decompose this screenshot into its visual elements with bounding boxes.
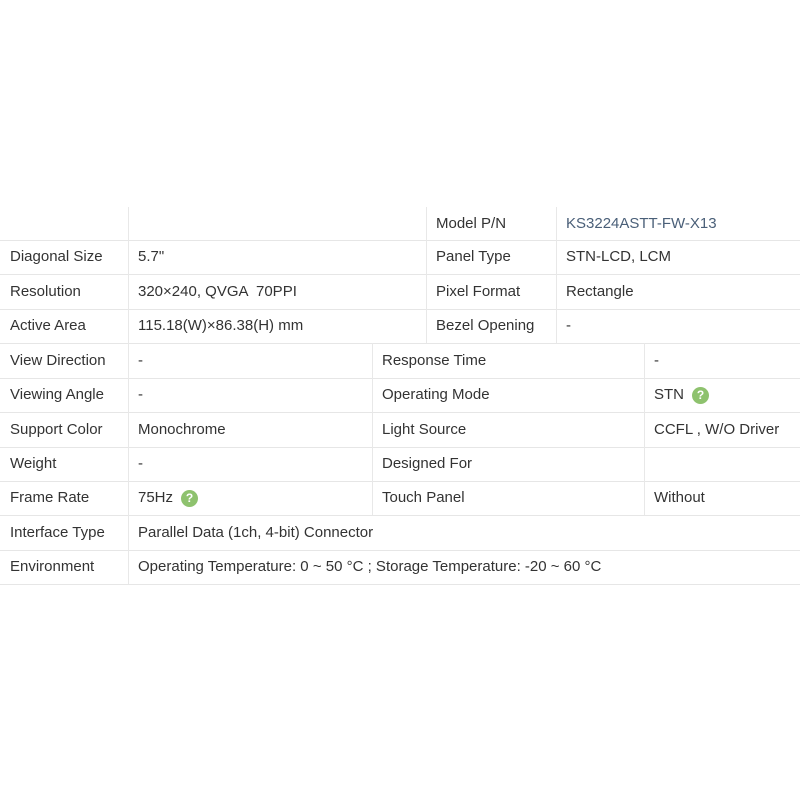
response-time-label: Response Time <box>382 351 487 369</box>
pixel-format-label: Pixel Format <box>436 282 521 300</box>
interface-type-label: Interface Type <box>10 523 105 541</box>
weight-label: Weight <box>10 455 57 472</box>
weight-value: - <box>138 455 143 472</box>
operating-mode-label: Operating Mode <box>382 386 490 403</box>
operating-mode-cell <box>644 378 800 412</box>
model-pn-label: Model P/N <box>436 214 507 232</box>
spec-table <box>0 207 800 587</box>
bezel-opening-value: - <box>566 317 571 334</box>
support-color-label: Support Color <box>10 420 103 438</box>
support-color-value: Monochrome <box>138 420 226 438</box>
model-pn-value: KS3224ASTT-FW-X13 <box>566 214 717 232</box>
frame-rate-value: 75Hz <box>138 489 174 506</box>
viewing-angle-label: Viewing Angle <box>10 386 104 403</box>
interface-type-value: Parallel Data (1ch, 4-bit) Connector <box>138 523 374 541</box>
light-source-value: CCFL , W/O Driver <box>654 420 780 438</box>
view-direction-label: View Direction <box>10 351 106 369</box>
touch-panel-value: Without <box>654 489 705 506</box>
light-source-label: Light Source <box>382 420 467 438</box>
diagonal-size-value: 5.7" <box>138 248 165 265</box>
row-divider <box>0 584 800 585</box>
resolution-value: 320×240, QVGA 70PPI <box>138 282 297 300</box>
environment-label: Environment <box>10 558 95 575</box>
pixel-format-value: Rectangle <box>566 282 634 300</box>
touch-panel-label: Touch Panel <box>382 489 465 506</box>
panel-type-label: Panel Type <box>436 248 511 265</box>
frame-rate-label: Frame Rate <box>10 489 90 506</box>
question-icon[interactable]: ? <box>692 387 709 404</box>
viewing-angle-value: - <box>138 386 143 403</box>
environment-value: Operating Temperature: 0 ~ 50 °C ; Storage Temperature: -20 ~ 60 °C <box>138 558 602 575</box>
frame-rate-cell <box>128 481 372 515</box>
spec-label <box>0 207 128 240</box>
view-direction-value: - <box>138 351 143 369</box>
designed-for-value <box>644 447 800 481</box>
designed-for-label: Designed For <box>382 455 473 472</box>
spec-value <box>128 207 426 240</box>
question-icon[interactable]: ? <box>181 490 198 507</box>
operating-mode-value: STN <box>654 386 684 403</box>
diagonal-size-label: Diagonal Size <box>10 248 103 265</box>
active-area-value: 115.18(W)×86.38(H) mm <box>138 317 304 334</box>
bezel-opening-label: Bezel Opening <box>436 317 535 334</box>
active-area-label: Active Area <box>10 317 86 334</box>
resolution-label: Resolution <box>10 282 81 300</box>
panel-type-value: STN-LCD, LCM <box>566 248 672 265</box>
response-time-value: - <box>654 351 659 369</box>
